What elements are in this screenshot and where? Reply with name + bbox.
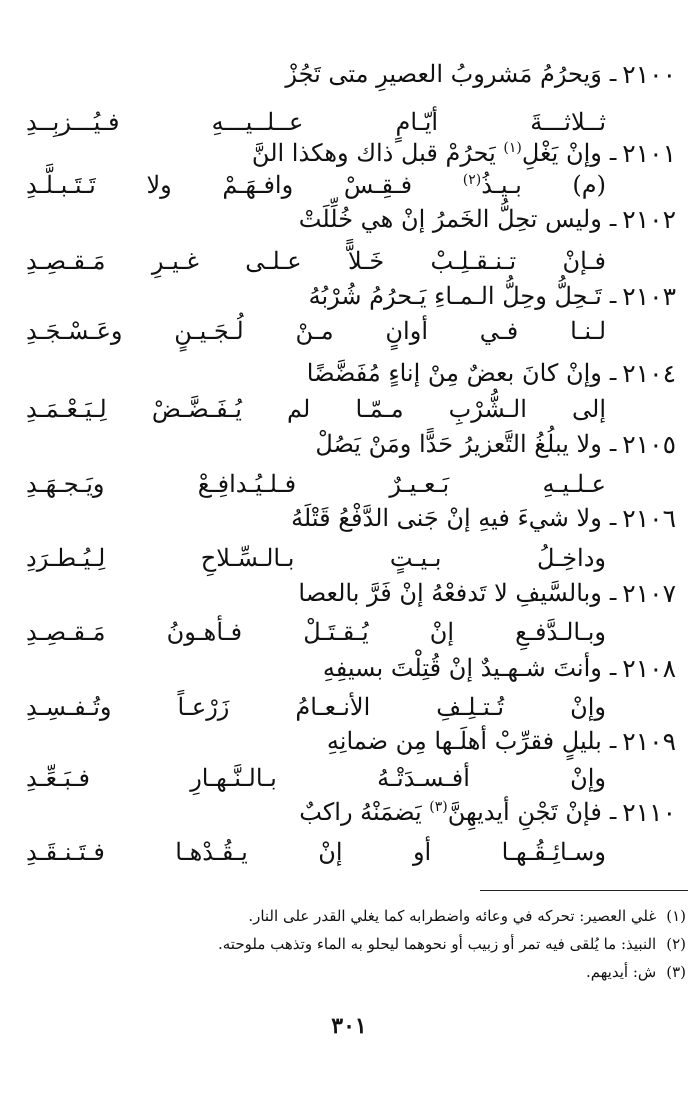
verse-text-part: وإنْ يَغْلِ	[521, 139, 602, 167]
verse-text-part: (م) بـيـذُ	[481, 171, 606, 199]
verse-second-hemistich: عـلـيـهِ بَـعـيـرٌ فـلـيُـدافِـعْ ويَـجـهَـدِ	[26, 470, 606, 498]
verse-text-part: فـقِـسْ وافـهَـمْ ولا تَـتَـبـلَّـدِ	[26, 171, 413, 199]
verse-number: ٢١٠٢	[622, 204, 676, 234]
verse-text-part: فإنْ تَجْنِ أيديهِنَّ	[447, 798, 602, 826]
verse-first-hemistich: وأنتَ شـهـيدٌ إنْ قُتِلْتَ بسيفِهِ	[322, 654, 602, 682]
footnote-number: (٣)	[666, 963, 686, 981]
verse-dash: ـ	[609, 799, 617, 825]
verse-number: ٢١٠٣	[622, 281, 676, 311]
footnote-marker: (٢)	[462, 172, 482, 188]
verse-second-hemistich: وإنْ أفـسـدَتْـهُ بـالـنَّـهـارِ فـبَـعِّـدِ	[26, 764, 606, 792]
verse-first-hemistich: وبالسَّيفِ لا تَدفعْهُ إنْ فَرَّ بالعصا	[298, 579, 602, 607]
footnote	[16, 961, 686, 983]
verse-second-hemistich: ثــلاثـــةَ أيّـامٍ عــلــيـــهِ فـيُـــزبِــدِ	[26, 108, 606, 136]
footnote-text: النبيذ: ما يُلقى فيه تمر أو زبيب أو نحوهما ليحلو به الماء وتذهب ملوحته.	[218, 935, 657, 953]
verse-second-hemistich: وسـائِـقُـهـا أو إنْ يـقُـدْهـا فـتَـنـقَـدِ	[26, 838, 606, 866]
verse-second-hemistich: لـنـا فـي أوانٍ مـنْ لُـجَـيـنٍ وعَـسْـجَـدِ	[26, 317, 606, 345]
verse-first-hemistich: ولا يبلُغُ التَّعزيرُ حَدًّا ومَنْ يَصُلْ	[315, 430, 602, 458]
footnote-text: ش: أيديهم.	[586, 963, 657, 981]
verse-dash: ـ	[609, 360, 617, 386]
verse-line	[16, 826, 676, 878]
verse-dash: ـ	[609, 728, 617, 754]
footnote	[16, 933, 686, 955]
verse-text-part: يَحرُمْ قبل ذاك وهكذا النَّ	[251, 139, 496, 167]
verse-number: ٢١٠٩	[622, 726, 676, 756]
verse-dash: ـ	[609, 431, 617, 457]
verse-number: ٢١٠٧	[622, 578, 676, 608]
footnote-marker: (٣)	[429, 799, 448, 815]
verse-first-hemistich: بليلٍ فقرِّبْ أهلَـها مِن ضمانِهِ	[326, 727, 602, 755]
verse-first-hemistich: وإنْ كانَ بعضٌ مِنْ إناءٍ مُفَضَّضًا	[306, 359, 602, 387]
footnote-text: غلي العصير: تحركه في وعائه واضطرابه كما يغلي القدر على النار.	[248, 907, 657, 925]
verse-number: ٢١٠٤	[622, 358, 676, 388]
verse-first-hemistich	[299, 798, 602, 826]
footnote-separator	[480, 890, 688, 891]
verse-number: ٢١٠٥	[622, 429, 676, 459]
verse-dash: ـ	[609, 140, 617, 166]
verse-second-hemistich: وداخِـلُ بـيـتٍ بـالـسِّـلاحِ لِـيُـطـرَدِ	[26, 544, 606, 572]
verse-first-hemistich: ولا شيءَ فيهِ إنْ جَنى الدَّفْعُ قَتْلَهُ	[291, 504, 602, 532]
verse-dash: ـ	[609, 505, 617, 531]
verse-number: ٢١٠٠	[622, 59, 676, 89]
page-number: ٣٠١	[331, 1013, 367, 1039]
verse-dash: ـ	[609, 580, 617, 606]
verse-number: ٢١٠٦	[622, 503, 676, 533]
verse-dash: ـ	[609, 283, 617, 309]
verse-first-hemistich: وليس تحِلُّ الخَمرُ إنْ هي خُلِّلَتْ	[298, 205, 602, 233]
footnote-number: (١)	[666, 907, 686, 925]
verse-text-part: يَضمَنْهُ راكبٌ	[299, 798, 422, 826]
verse-first-hemistich: وَيحرُمُ مَشروبُ العصيرِ متى تَجُزْ	[285, 60, 602, 88]
verse-number: ٢١٠١	[622, 138, 676, 168]
verse-second-hemistich: وبـالـدَّفـعِ إنْ يُـقـتَـلْ فـأهـونُ مَـقـصِـدِ	[26, 618, 606, 646]
verse-dash: ـ	[609, 206, 617, 232]
footnote	[16, 905, 686, 927]
verse-dash: ـ	[609, 655, 617, 681]
verse-number: ٢١٠٨	[622, 653, 676, 683]
verse-number: ٢١١٠	[622, 797, 676, 827]
verse-dash: ـ	[609, 61, 617, 87]
verse-second-hemistich: إلى الـشُّرْبِ مـمّـا لم يُـفَـضَّـضْ لِـيَـعْـمَـدِ	[26, 395, 606, 423]
verse-first-hemistich: تَـحِلُّ وحِلُّ الـمـاءِ يَـحرُمُ شُرْبُهُ	[308, 282, 602, 310]
verse-second-hemistich: وإنْ تُـتـلِـفِ الأنـعـامُ زَرْعـاً وتُـفـسِـدِ	[26, 693, 606, 721]
verse-line	[16, 48, 676, 100]
footnote-marker: (١)	[503, 140, 522, 156]
footnote-number: (٢)	[666, 935, 686, 953]
verse-second-hemistich: فـإنْ تـنـقـلِـبْ خَـلاًّ عـلـى غـيـرِ مَـقـصِـدِ	[26, 247, 606, 275]
